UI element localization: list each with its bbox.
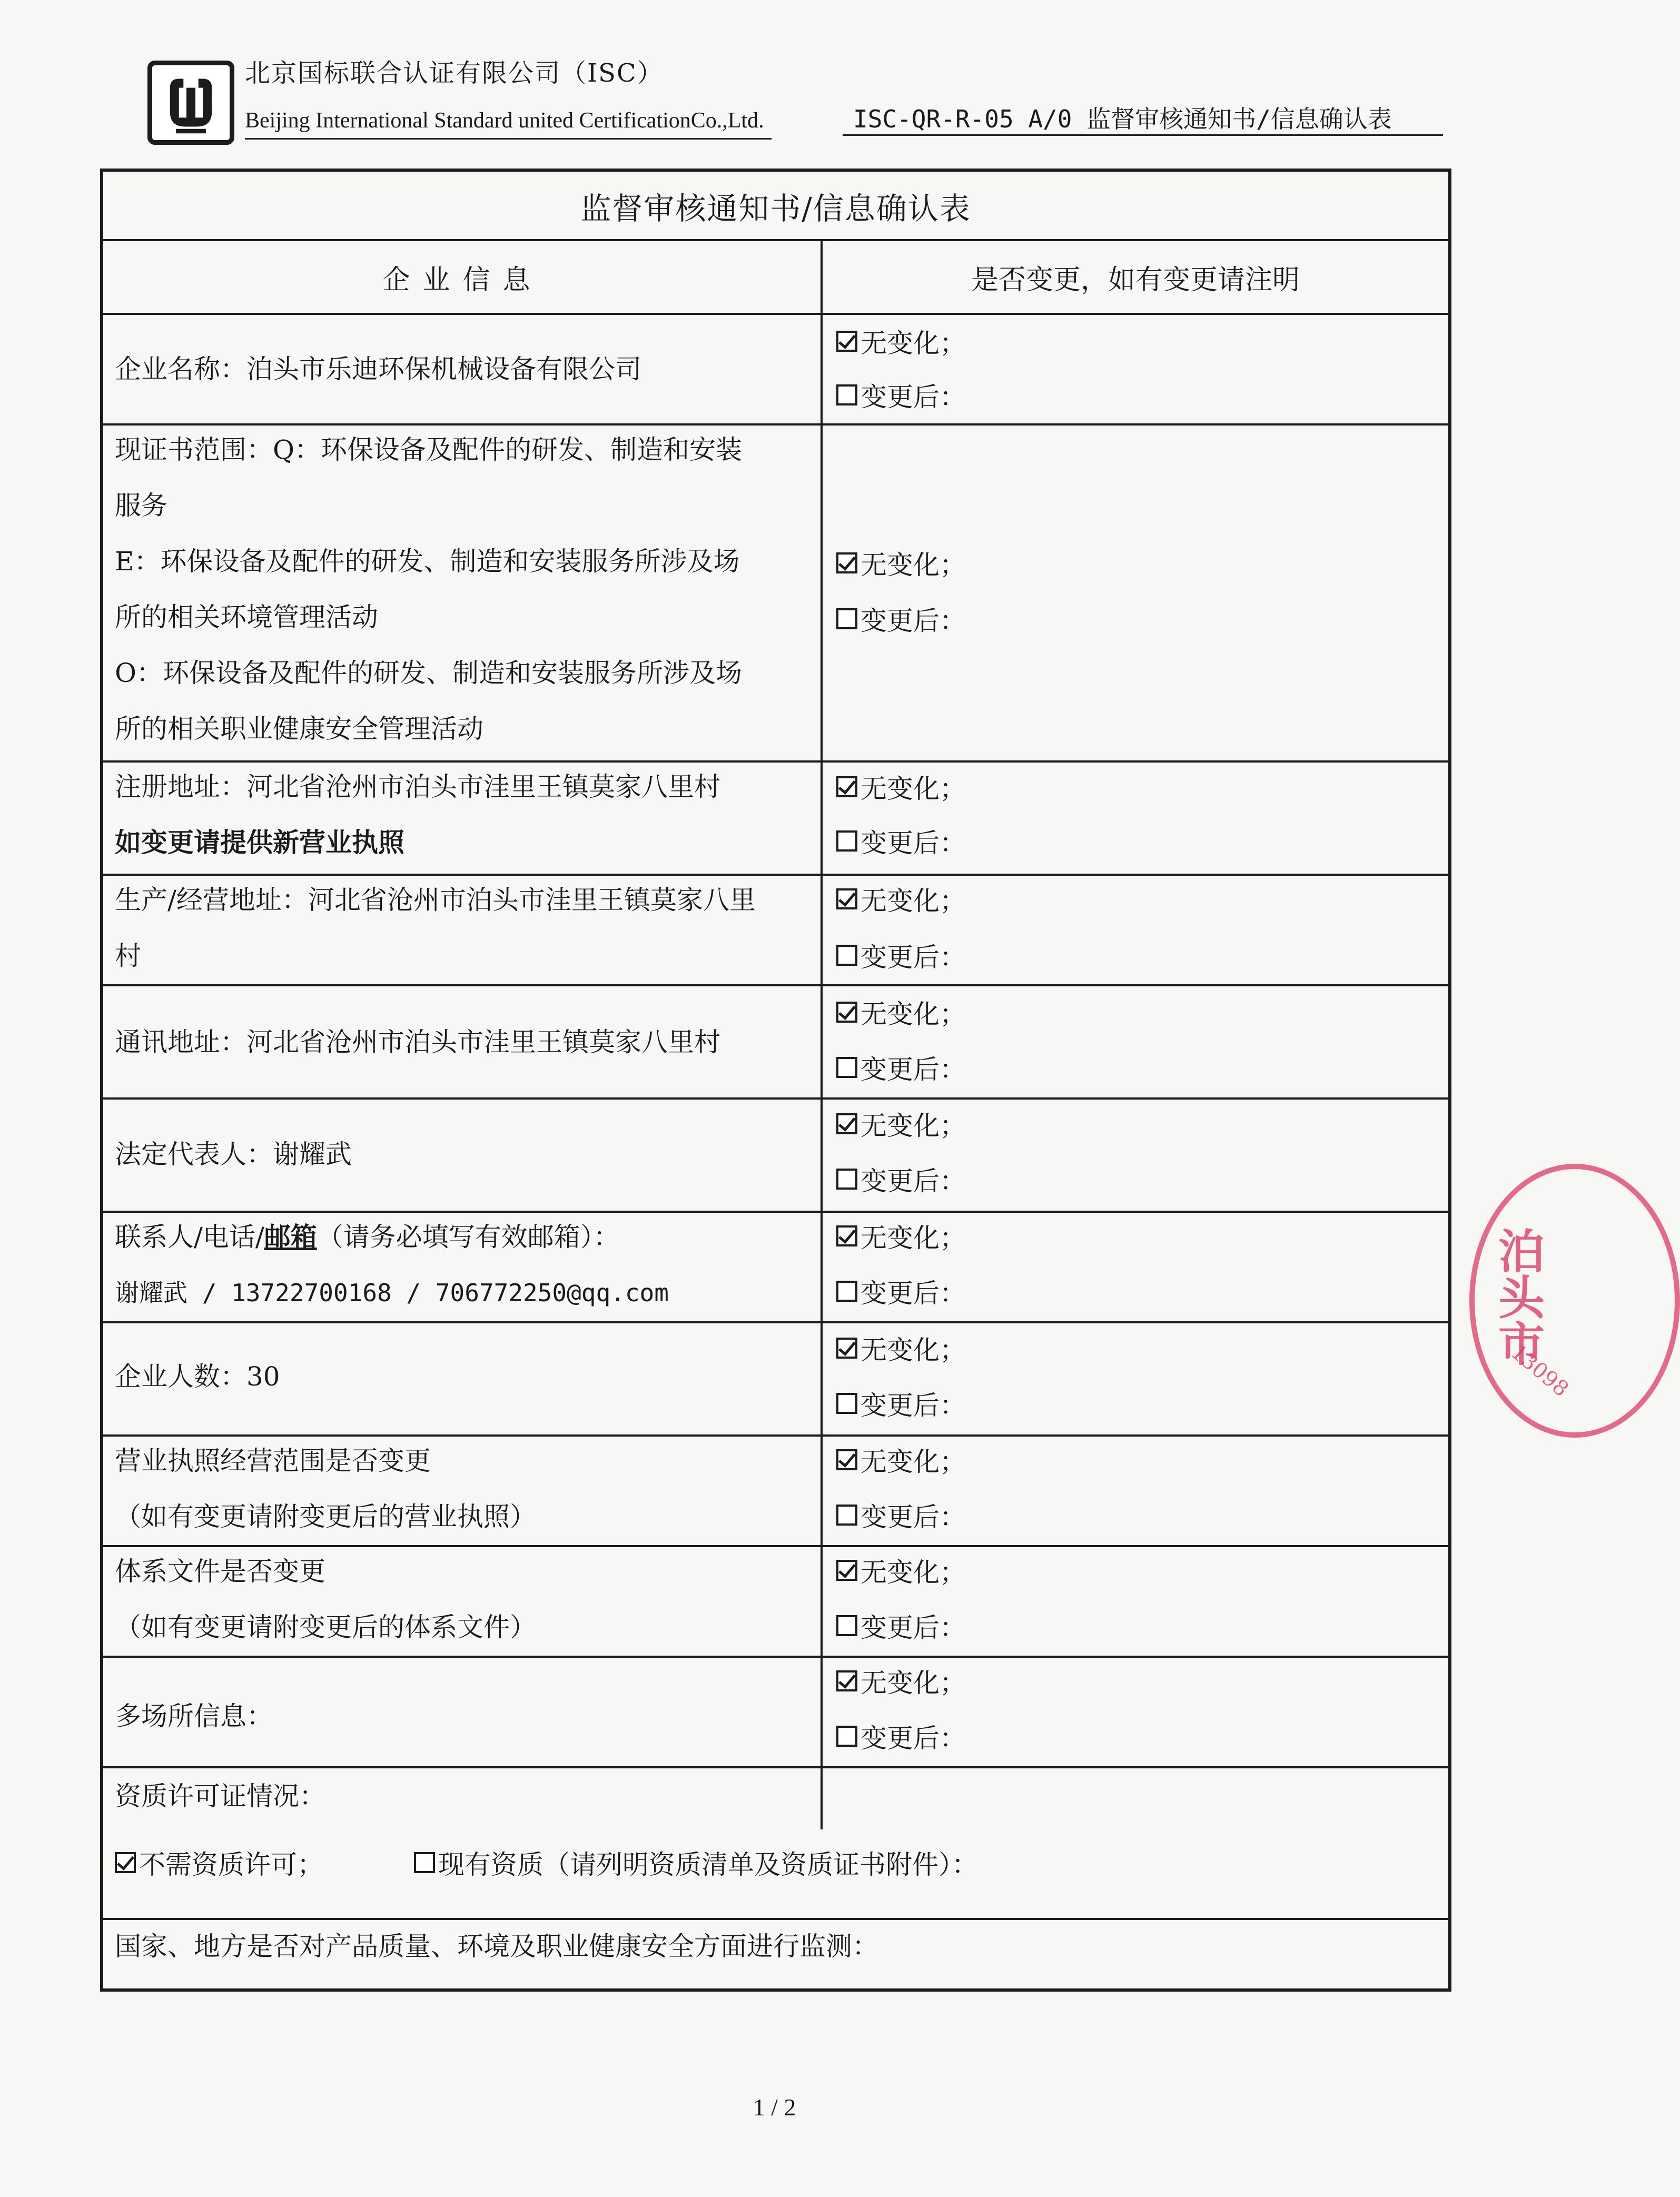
- checkbox-icon[interactable]: [836, 1505, 857, 1526]
- unchanged-option[interactable]: 无变化；: [836, 1329, 966, 1367]
- checkbox-checked-icon[interactable]: [115, 1852, 136, 1873]
- checkbox-icon[interactable]: [836, 1615, 857, 1636]
- changed-option[interactable]: 变更后：: [836, 1160, 966, 1198]
- checkbox-checked-icon[interactable]: [836, 552, 857, 573]
- checkbox-checked-icon[interactable]: [836, 331, 857, 352]
- registered-address-field: 注册地址：河北省沧州市泊头市洼里王镇莫家八里村 如变更请提供新营业执照: [115, 771, 720, 858]
- company-name-cn: 北京国标联合认证有限公司（ISC）: [245, 58, 664, 88]
- checkbox-icon[interactable]: [836, 1393, 857, 1414]
- changed-option[interactable]: 变更后：: [836, 1717, 966, 1755]
- changed-option[interactable]: 变更后：: [836, 1496, 966, 1534]
- stamp-text: 泊头市: [1491, 1227, 1546, 1366]
- no-qualification-option[interactable]: 不需资质许可；: [115, 1844, 323, 1882]
- divider: [103, 1097, 1448, 1100]
- changed-option[interactable]: 变更后：: [836, 936, 966, 974]
- unchanged-option[interactable]: 无变化；: [836, 544, 966, 582]
- checkbox-icon[interactable]: [836, 1057, 857, 1078]
- company-logo: [147, 61, 234, 145]
- checkbox-checked-icon[interactable]: [836, 1113, 857, 1134]
- monitoring-label: 国家、地方是否对产品质量、环境及职业健康安全方面进行监测：: [115, 1931, 878, 1962]
- checkbox-checked-icon[interactable]: [836, 1338, 857, 1359]
- employee-count-field: 企业人数：30: [115, 1361, 280, 1392]
- multi-site-field: 多场所信息：: [115, 1701, 273, 1731]
- unchanged-option[interactable]: 无变化；: [836, 1441, 966, 1479]
- column-divider: [821, 240, 823, 1829]
- unchanged-option[interactable]: 无变化；: [836, 768, 966, 806]
- divider: [103, 1321, 1448, 1323]
- divider: [103, 1656, 1448, 1658]
- page-number: 1 / 2: [753, 2094, 796, 2121]
- system-documents-field: 体系文件是否变更 （如有变更请附变更后的体系文件）: [115, 1556, 536, 1642]
- checkbox-checked-icon[interactable]: [836, 1002, 857, 1023]
- divider: [103, 1766, 1448, 1768]
- column-header-change: 是否变更，如有变更请注明: [971, 264, 1300, 296]
- checkbox-checked-icon[interactable]: [836, 1449, 857, 1470]
- form-title: 监督审核通知书/信息确认表: [580, 191, 971, 226]
- divider: [103, 313, 1448, 315]
- changed-option[interactable]: 变更后：: [836, 1607, 966, 1645]
- unchanged-option[interactable]: 无变化；: [836, 880, 966, 918]
- unchanged-option[interactable]: 无变化；: [836, 1105, 966, 1143]
- changed-option[interactable]: 变更后：: [836, 376, 966, 414]
- changed-option[interactable]: 变更后：: [836, 600, 966, 638]
- stamp-number: 13098: [1506, 1340, 1574, 1402]
- checkbox-icon[interactable]: [836, 384, 857, 405]
- unchanged-option[interactable]: 无变化；: [836, 993, 966, 1031]
- certificate-scope-field: 现证书范围：Q：环保设备及配件的研发、制造和安装 服务 E：环保设备及配件的研发、制造和安装服务所涉及场 所的相关环境管理活动 O：环保设备及配件的研发、制造和安装服务所涉及场 所的相关职业健康安全管理活动: [115, 434, 742, 744]
- divider: [103, 984, 1448, 986]
- checkbox-checked-icon[interactable]: [836, 1670, 857, 1691]
- qualification-label: 资质许可证情况：: [115, 1781, 325, 1812]
- unchanged-option[interactable]: 无变化；: [836, 1662, 966, 1700]
- legal-representative-field: 法定代表人：谢耀武: [115, 1139, 352, 1170]
- divider: [103, 1918, 1448, 1920]
- unchanged-option[interactable]: 无变化；: [836, 1551, 966, 1589]
- checkbox-checked-icon[interactable]: [836, 1560, 857, 1581]
- checkbox-icon[interactable]: [836, 1169, 857, 1190]
- unchanged-option[interactable]: 无变化；: [836, 322, 966, 360]
- business-license-scope-field: 营业执照经营范围是否变更 （如有变更请附变更后的营业执照）: [115, 1446, 536, 1532]
- checkbox-icon[interactable]: [836, 945, 857, 966]
- confirmation-form: [100, 169, 1451, 1992]
- checkbox-icon[interactable]: [836, 830, 857, 852]
- header-rule-left: [245, 138, 772, 140]
- changed-option[interactable]: 变更后：: [836, 1384, 966, 1422]
- mailing-address-field: 通讯地址：河北省沧州市泊头市洼里王镇莫家八里村: [115, 1027, 720, 1057]
- changed-option[interactable]: 变更后：: [836, 1048, 966, 1086]
- company-name-en: Beijing International Standard united CertificationCo.,Ltd.: [245, 108, 764, 133]
- company-name-field: 企业名称：泊头市乐迪环保机械设备有限公司: [115, 354, 641, 384]
- checkbox-icon[interactable]: [836, 1726, 857, 1747]
- header-rule-right: [843, 134, 1443, 136]
- checkbox-checked-icon[interactable]: [836, 888, 857, 909]
- column-header-company-info: 企业信息: [382, 264, 543, 296]
- unchanged-option[interactable]: 无变化；: [836, 1217, 966, 1255]
- checkbox-icon[interactable]: [836, 1281, 857, 1302]
- checkbox-checked-icon[interactable]: [836, 1225, 857, 1246]
- checkbox-icon[interactable]: [414, 1852, 435, 1873]
- checkbox-icon[interactable]: [836, 608, 857, 629]
- changed-option[interactable]: 变更后：: [836, 1272, 966, 1310]
- checkbox-checked-icon[interactable]: [836, 776, 857, 797]
- existing-qualification-option[interactable]: 现有资质（请列明资质清单及资质证书附件）：: [414, 1844, 978, 1882]
- document-code: ISC-QR-R-05 A/0 监督审核通知书/信息确认表: [853, 105, 1392, 133]
- production-address-field: 生产/经营地址：河北省沧州市泊头市洼里王镇莫家八里 村: [115, 885, 756, 971]
- contact-field: 联系人/电话/邮箱（请务必填写有效邮箱）： 谢耀武 / 13722700168 / 706772250@qq.com: [115, 1221, 669, 1307]
- changed-option[interactable]: 变更后：: [836, 822, 966, 860]
